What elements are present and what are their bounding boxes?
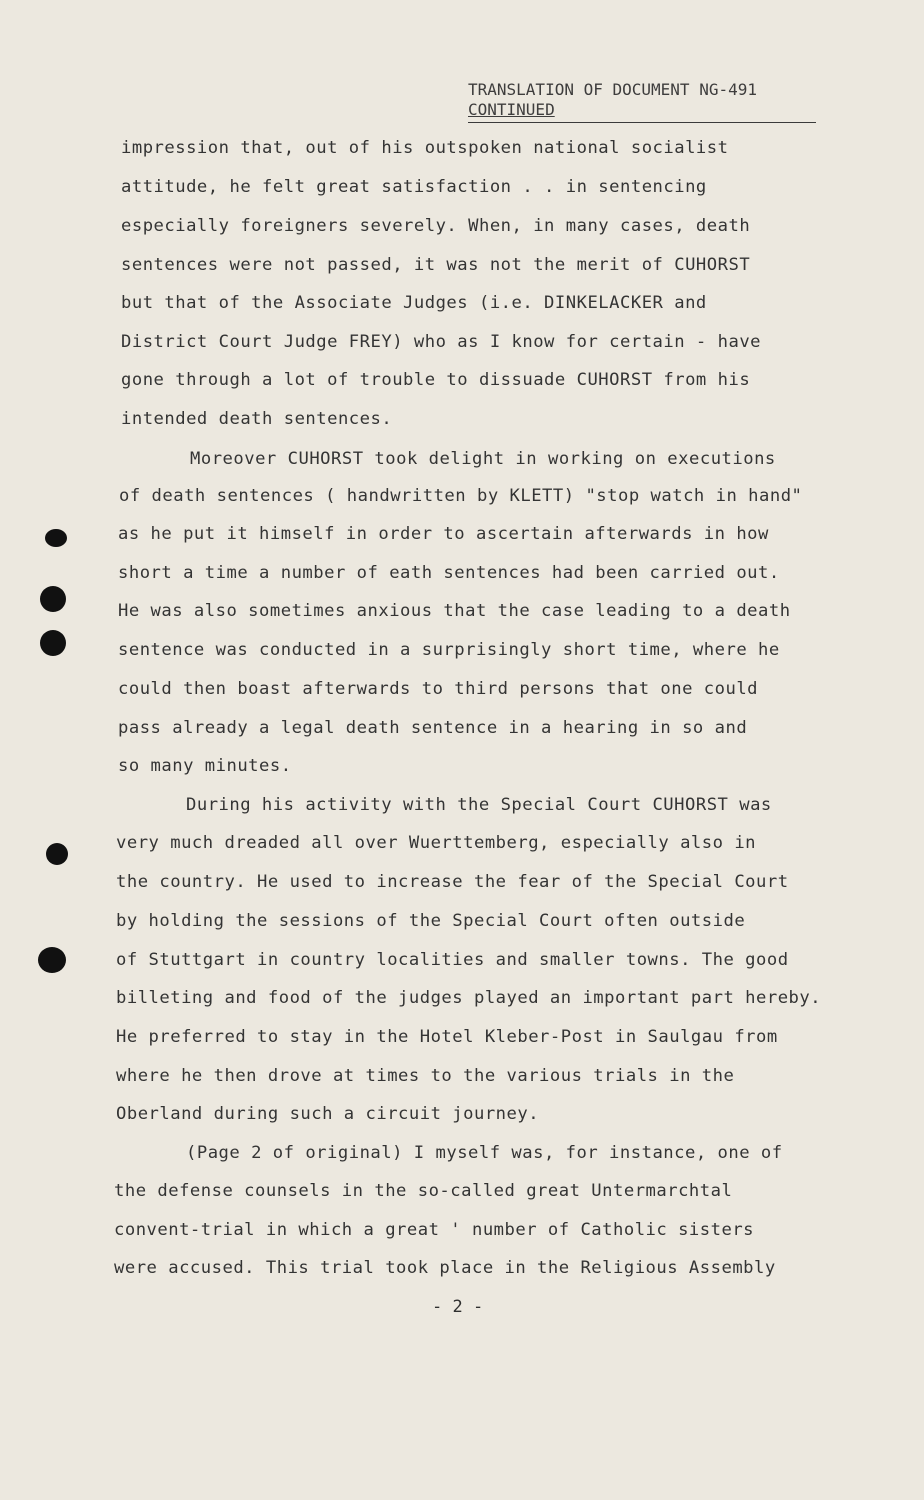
header-title: TRANSLATION OF DOCUMENT NG-491	[468, 80, 757, 99]
text-line: Moreover CUHORST took delight in working on executions	[190, 449, 776, 469]
text-line: intended death sentences.	[121, 409, 393, 429]
text-line: short a time a number of eath sentences had been carried out.	[118, 563, 780, 583]
text-line: Oberland during such a circuit journey.	[116, 1104, 540, 1124]
text-line: very much dreaded all over Wuerttemberg, especially also in	[116, 833, 757, 853]
text-line: He preferred to stay in the Hotel Kleber-Post in Saulgau from	[116, 1027, 778, 1047]
page-number: - 2 -	[432, 1297, 484, 1317]
text-line: (Page 2 of original) I myself was, for instance, one of	[186, 1143, 783, 1163]
text-line: but that of the Associate Judges (i.e. DINKELACKER and	[121, 293, 707, 313]
text-line: gone through a lot of trouble to dissuade CUHORST from his	[121, 370, 751, 390]
text-line: sentences were not passed, it was not the merit of CUHORST	[121, 255, 751, 275]
text-line: could then boast afterwards to third persons that one could	[118, 679, 759, 699]
text-line: District Court Judge FREY) who as I know for certain - have	[121, 332, 762, 352]
text-line: attitude, he felt great satisfaction . . in sentencing	[121, 177, 707, 197]
text-line: of death sentences ( handwritten by KLETT) "stop watch in hand"	[119, 486, 803, 506]
punch-hole	[40, 630, 66, 656]
text-line: the defense counsels in the so-called great Untermarchtal	[114, 1181, 733, 1201]
punch-hole	[46, 843, 68, 865]
text-line: sentence was conducted in a surprisingly short time, where he	[118, 640, 780, 660]
punch-hole	[38, 947, 66, 973]
text-line: as he put it himself in order to ascertain afterwards in how	[118, 524, 769, 544]
text-line: so many minutes.	[118, 756, 292, 776]
header-continued: CONTINUED	[468, 100, 555, 119]
punch-hole	[45, 529, 67, 547]
text-line: where he then drove at times to the various trials in the	[116, 1066, 735, 1086]
text-line: He was also sometimes anxious that the case leading to a death	[118, 601, 791, 621]
document-header	[468, 80, 816, 123]
text-line: convent-trial in which a great ' number of Catholic sisters	[114, 1220, 755, 1240]
text-line: During his activity with the Special Court CUHORST was	[186, 795, 772, 815]
punch-hole	[40, 586, 66, 612]
text-line: by holding the sessions of the Special Court often outside	[116, 911, 746, 931]
text-line: pass already a legal death sentence in a hearing in so and	[118, 718, 748, 738]
text-line: of Stuttgart in country localities and smaller towns. The good	[116, 950, 789, 970]
text-line: the country. He used to increase the fear of the Special Court	[116, 872, 789, 892]
text-line: impression that, out of his outspoken national socialist	[121, 138, 729, 158]
text-line: were accused. This trial took place in the Religious Assembly	[114, 1258, 776, 1278]
text-line: billeting and food of the judges played an important part hereby.	[116, 988, 822, 1008]
text-line: especially foreigners severely. When, in many cases, death	[121, 216, 751, 236]
